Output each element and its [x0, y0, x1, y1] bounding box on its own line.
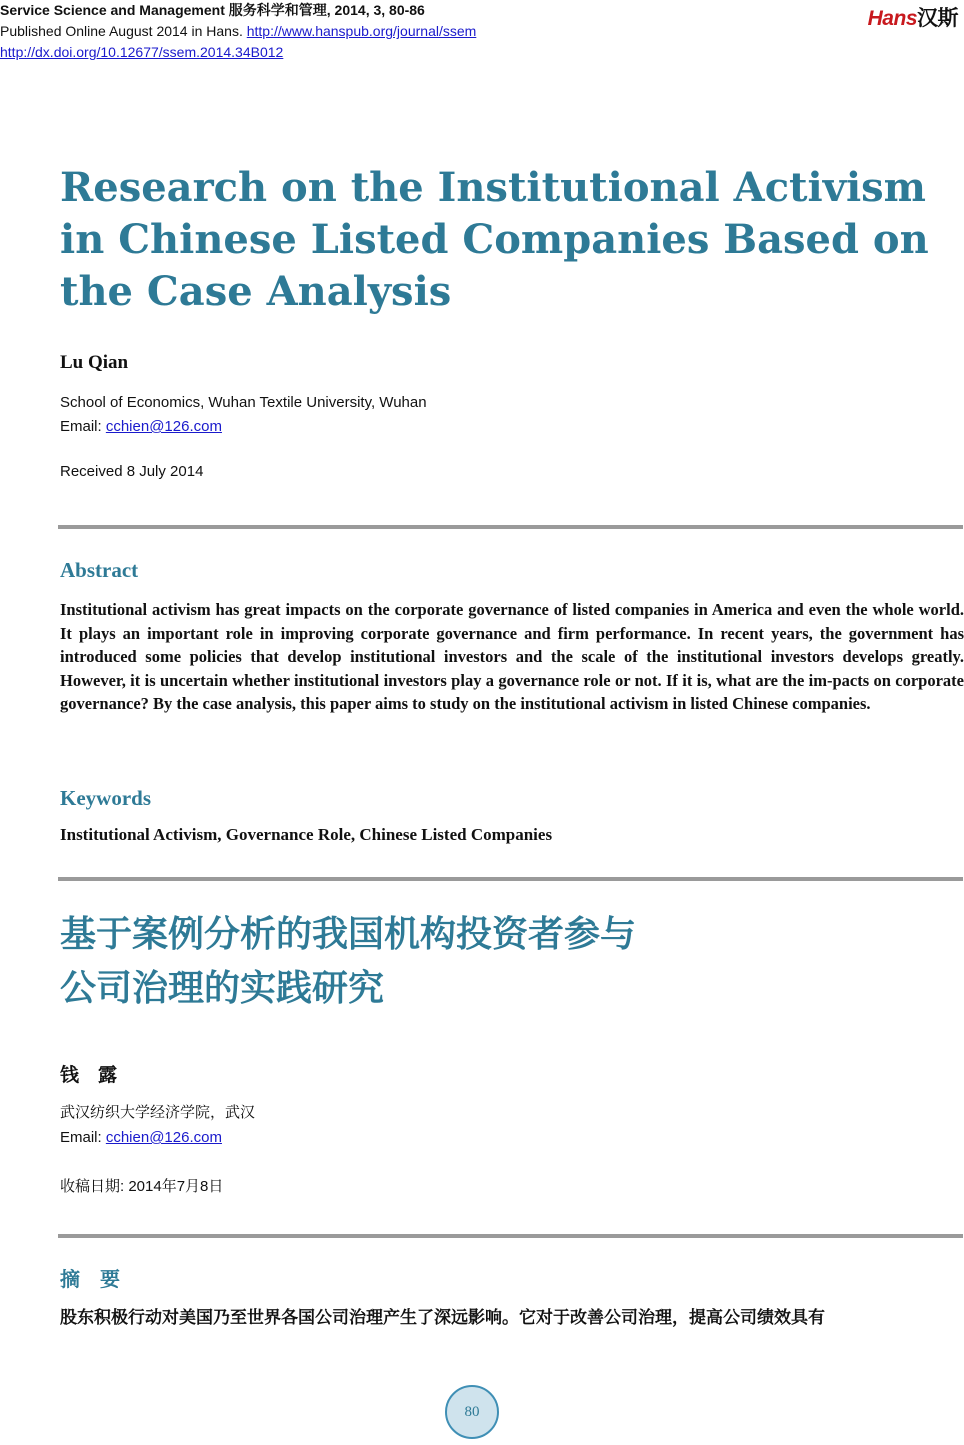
- journal-line: Service Science and Management 服务科学和管理, 2014, 3, 80-86: [0, 2, 425, 18]
- doi-link[interactable]: http://dx.doi.org/10.12677/ssem.2014.34B012: [0, 44, 284, 60]
- english-email-line: [60, 415, 427, 439]
- page-number-badge: [445, 1385, 499, 1439]
- published-prefix: Published Online August 2014 in Hans.: [0, 23, 247, 39]
- keywords-text: Institutional Activism, Governance Role, Chinese Listed Companies: [60, 825, 553, 844]
- chinese-received: 收稿日期: 2014年7月8日: [60, 1178, 224, 1195]
- logo-latin: Hans: [867, 7, 917, 30]
- chinese-email-link[interactable]: cchien@126.com: [105, 1129, 222, 1146]
- journal-url-link[interactable]: http://www.hanspub.org/journal/ssem: [246, 23, 477, 39]
- section-divider: [58, 525, 963, 529]
- abstract-text: Institutional activism has great impacts on the corporate governance of listed companies in America and even the whole world. It plays an important role in improving corporate governance and firm performance. In recent years, the government has introduced some policies that develop institutional investors and the scale of the institutional investors develops greatly. However, it is uncertain whether institutional investors play a governance role or not. If it is, what are the im-pacts on corporate governance? By the case analysis, this paper aims to study on the institutional activism in listed Chinese companies.: [60, 600, 964, 713]
- section-divider: [58, 877, 963, 881]
- chinese-title-line2: 公司治理的实践研究: [60, 968, 385, 1009]
- chinese-title: [60, 908, 636, 1016]
- chinese-affiliation: 武汉纺织大学经济学院，武汉: [60, 1104, 256, 1121]
- english-title: Research on the Institutional Activism in Chinese Listed Companies Based on the Case Analysis: [60, 164, 929, 315]
- email-label: Email:: [60, 1129, 106, 1146]
- published-line: [0, 21, 476, 42]
- english-author: Lu Qian: [60, 352, 129, 373]
- page-number: 80: [464, 1403, 480, 1420]
- chinese-email-line: [60, 1125, 255, 1150]
- keywords-heading: Keywords: [60, 786, 151, 810]
- publisher-logo: [868, 2, 958, 32]
- logo-cn: 汉斯: [917, 7, 958, 30]
- chinese-abstract-heading: 摘 要: [60, 1269, 120, 1291]
- english-affiliation-block: [60, 391, 427, 439]
- abstract-heading: Abstract: [60, 558, 139, 582]
- section-divider: [58, 1234, 963, 1238]
- email-label: Email:: [60, 418, 106, 435]
- chinese-title-line1: 基于案例分析的我国机构投资者参与: [60, 914, 637, 955]
- doi-line: [0, 42, 476, 63]
- chinese-abstract-text: 股东积极行动对美国乃至世界各国公司治理产生了深远影响。它对于改善公司治理，提高公司绩效具有: [60, 1308, 825, 1327]
- english-email-link[interactable]: cchien@126.com: [105, 418, 222, 435]
- english-affiliation: School of Economics, Wuhan Textile University, Wuhan: [60, 394, 427, 411]
- english-received: Received 8 July 2014: [60, 463, 204, 480]
- journal-header: [0, 0, 476, 63]
- chinese-author: 钱 露: [60, 1065, 118, 1086]
- chinese-affiliation-block: [60, 1100, 255, 1150]
